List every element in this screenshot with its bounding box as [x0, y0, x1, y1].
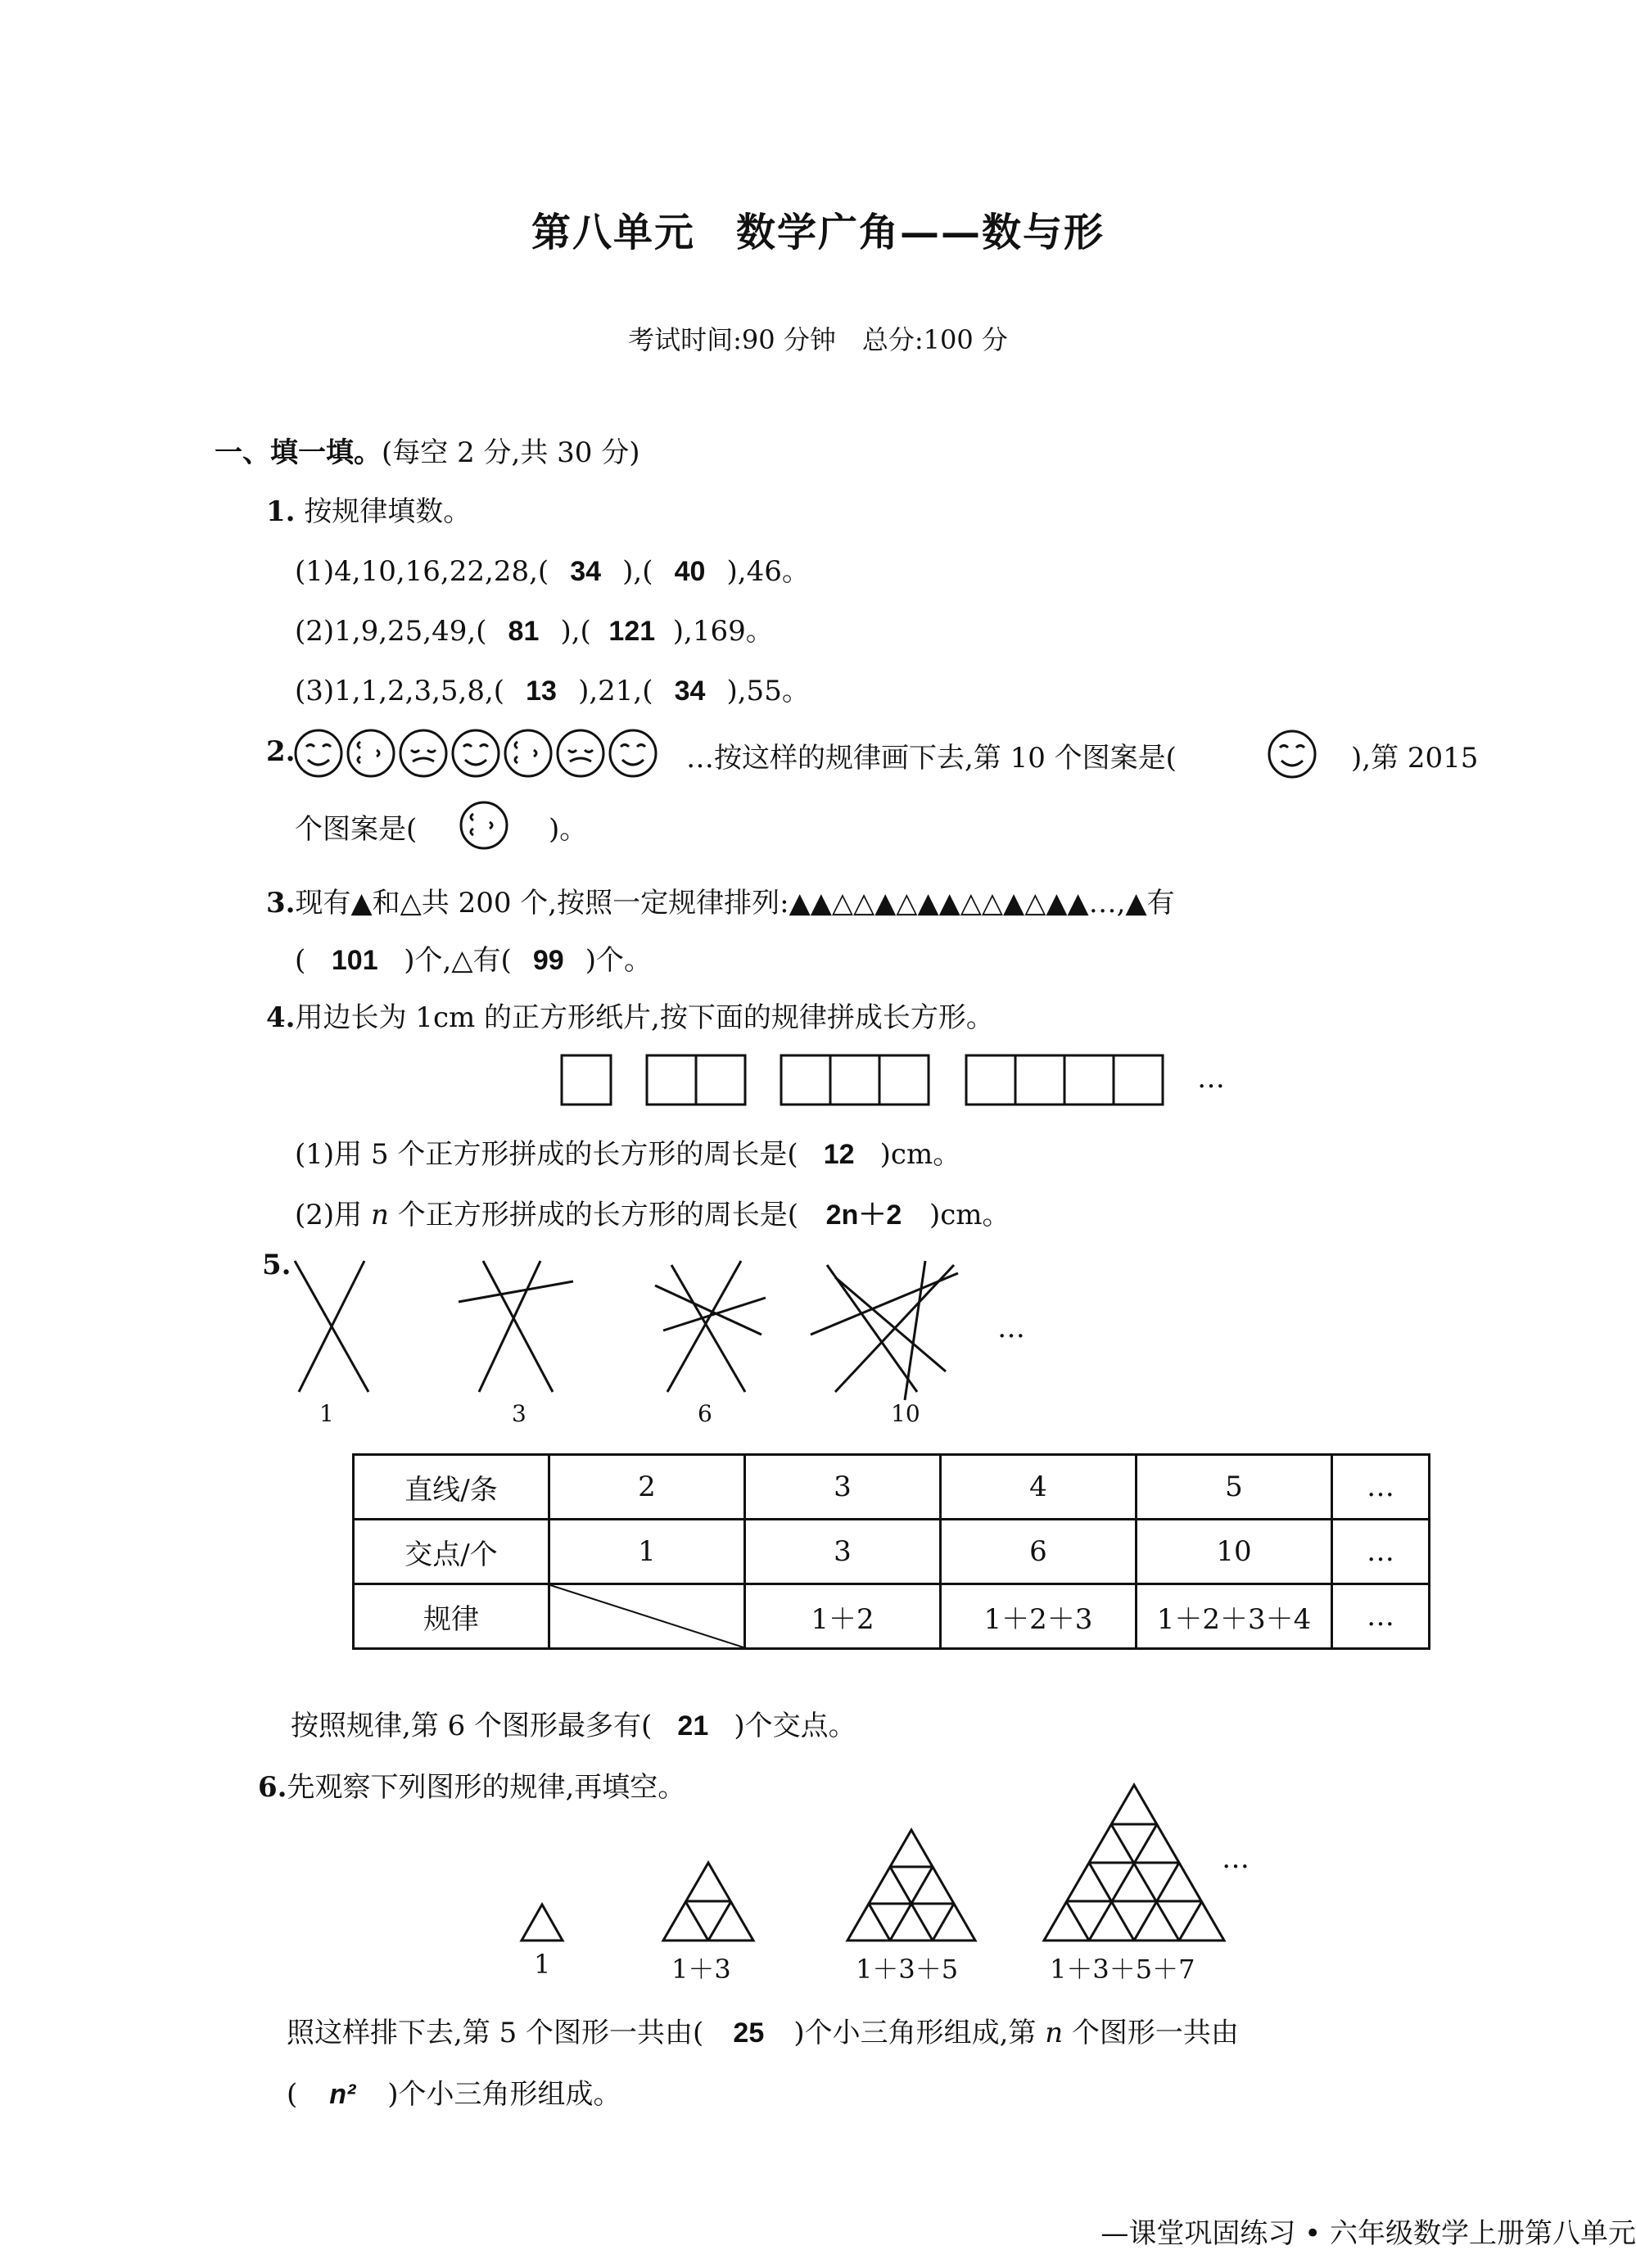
- q3-text: )个。: [585, 944, 653, 977]
- lines-fig-4: [811, 1261, 958, 1400]
- triangle-fig-3: [847, 1830, 975, 1940]
- strip-3: [781, 1055, 929, 1105]
- q1-line-text: (2)1,9,25,49,(: [295, 615, 487, 648]
- table-row: [354, 1455, 1430, 1520]
- table-cell: 3: [745, 1455, 941, 1520]
- side-face-icon: [505, 730, 551, 776]
- side-face-answer-icon: [457, 798, 511, 852]
- page-title: 第八单元 数学广角——数与形: [531, 210, 1105, 255]
- q1-line-text: ),55。: [726, 675, 810, 707]
- q6-line-1: [287, 2010, 1239, 2050]
- ellipsis: …: [1197, 1062, 1225, 1095]
- table-cell: 交点/个: [354, 1520, 549, 1584]
- q1-line-1: [295, 549, 810, 589]
- table-cell: 规律: [354, 1584, 549, 1649]
- q2-text-1: …按这样的规律画下去,第 10 个图案是(: [686, 742, 1177, 775]
- q4-sub-2: [295, 1192, 1010, 1232]
- strip-2: [647, 1055, 745, 1105]
- question-number: 2.: [266, 735, 296, 768]
- table-cell: 2: [549, 1455, 745, 1520]
- frown-face-icon: [400, 730, 446, 776]
- answer: 2n＋2: [825, 1200, 902, 1231]
- q4-sub-1: [295, 1132, 960, 1172]
- q4-text: 个正方形拼成的长方形的周长是(: [397, 1199, 798, 1231]
- face-sequence-icon: [293, 727, 686, 781]
- q1-line-text: ),21,(: [578, 675, 653, 707]
- table-cell: 直线/条: [354, 1455, 549, 1520]
- q1-line-text: (1)4,10,16,22,28,(: [295, 555, 549, 588]
- answer: 121: [608, 616, 656, 647]
- q3-text: (: [295, 944, 306, 977]
- question-1: [266, 489, 471, 529]
- table-row: [354, 1520, 1430, 1584]
- q6-text: (: [287, 2078, 298, 2111]
- table-cell: 5: [1137, 1455, 1332, 1520]
- triangle-fig-2: [663, 1863, 753, 1940]
- fig-label: 10: [891, 1400, 920, 1427]
- fig-label: 6: [698, 1400, 712, 1427]
- variable-n: n: [1045, 2017, 1064, 2049]
- triangle-fig-4: [1044, 1785, 1224, 1940]
- answer: n²: [329, 2079, 356, 2110]
- question-number: 3.: [266, 887, 296, 919]
- variable-n: n: [370, 1199, 389, 1231]
- q5-text: 按照规律,第 6 个图形最多有(: [291, 1710, 653, 1742]
- question-prompt: 按规律填数。: [304, 495, 472, 528]
- crossing-lines-figure: [278, 1253, 1015, 1400]
- q1-line-text: ),169。: [672, 615, 774, 648]
- answer: 25: [733, 2017, 765, 2049]
- q1-line-3: [295, 668, 810, 708]
- frown-face-icon: [558, 730, 603, 776]
- q2-text-4: )。: [549, 813, 588, 846]
- lines-fig-3: [655, 1261, 766, 1392]
- triangle-figure: [516, 1789, 1253, 1953]
- q4-text: )cm。: [929, 1199, 1010, 1231]
- answer: 40: [674, 556, 706, 587]
- table-cell: …: [1332, 1584, 1430, 1649]
- fig-label: 1: [534, 1949, 551, 1980]
- strip-1: [562, 1055, 611, 1105]
- smile-face-icon: [453, 730, 499, 776]
- answer: 13: [526, 675, 557, 707]
- answer: 81: [508, 616, 540, 647]
- section-note: (每空 2 分,共 30 分): [382, 436, 640, 469]
- q2-text-3: 个图案是(: [295, 813, 418, 846]
- answer: 34: [570, 556, 602, 587]
- smile-face-answer-icon: [1265, 727, 1319, 781]
- table-cell: 10: [1137, 1520, 1332, 1584]
- table-cell: 1＋2: [745, 1584, 941, 1649]
- table-cell: 1＋2＋3＋4: [1137, 1584, 1332, 1649]
- answer: 12: [823, 1139, 855, 1170]
- triangle-fig-1: [522, 1904, 563, 1940]
- square-strips-figure: [557, 1052, 1212, 1109]
- ellipsis: …: [1222, 1842, 1250, 1875]
- side-face-icon: [348, 730, 394, 776]
- q1-line-2: [295, 608, 774, 648]
- section-heading: [215, 430, 639, 470]
- ellipsis: …: [997, 1312, 1025, 1344]
- lines-table: [352, 1453, 1430, 1650]
- question-number: 4.: [266, 1001, 296, 1034]
- fig-label: 1＋3＋5＋7: [1050, 1954, 1195, 1985]
- q6-text: 照这样排下去,第 5 个图形一共由(: [287, 2017, 704, 2049]
- question-3: [266, 880, 1175, 920]
- answer: 99: [532, 945, 564, 976]
- strip-4: [966, 1055, 1163, 1105]
- fig-label: 1＋3: [671, 1954, 731, 1985]
- answer: 21: [677, 1710, 709, 1742]
- table-row: [354, 1584, 1430, 1649]
- q3-answer-line: [295, 937, 652, 978]
- table-cell: 3: [745, 1520, 941, 1584]
- lines-fig-1: [295, 1261, 368, 1392]
- question-number: 1.: [266, 495, 296, 528]
- q1-line-text: (3)1,1,2,3,5,8,(: [295, 675, 505, 707]
- page-footer: —课堂巩固练习 • 六年级数学上册第八单元: [1100, 2217, 1636, 2250]
- exam-info: 考试时间:90 分钟 总分:100 分: [628, 324, 1008, 355]
- q6-text: 个图形一共由: [1071, 2017, 1239, 2049]
- diagonal-cell: [549, 1584, 745, 1649]
- q5-text: )个交点。: [734, 1710, 856, 1742]
- fig-label: 1＋3＋5: [856, 1954, 959, 1985]
- table-cell: …: [1332, 1520, 1430, 1584]
- q2-text-2: ),第 2015: [1351, 742, 1479, 775]
- section-label: 一、填一填。: [215, 436, 382, 469]
- q5-answer: [291, 1703, 856, 1743]
- answer: 101: [331, 945, 378, 976]
- question-prompt: 先观察下列图形的规律,再填空。: [287, 1771, 686, 1804]
- table-cell: 1＋2＋3: [941, 1584, 1137, 1649]
- table-cell: 4: [941, 1455, 1137, 1520]
- q6-text: )个小三角形组成。: [387, 2078, 621, 2111]
- lines-fig-2: [459, 1261, 573, 1392]
- q1-line-text: ),46。: [726, 555, 810, 588]
- question-number: 5.: [262, 1249, 291, 1281]
- q4-text: )cm。: [879, 1138, 961, 1171]
- q6-line-2: [287, 2071, 621, 2112]
- answer: 34: [674, 675, 706, 707]
- question-prompt: 用边长为 1cm 的正方形纸片,按下面的规律拼成长方形。: [295, 1001, 994, 1034]
- fig-label: 3: [512, 1400, 527, 1427]
- question-number: 6.: [258, 1771, 287, 1804]
- q6-text: )个小三角形组成,第: [793, 2017, 1037, 2049]
- q3-text: )个,△有(: [404, 944, 512, 977]
- question-4: [266, 995, 994, 1035]
- table-cell: …: [1332, 1455, 1430, 1520]
- table-cell: 1: [549, 1520, 745, 1584]
- table-cell: 6: [941, 1520, 1137, 1584]
- q4-text: (2)用: [295, 1199, 363, 1231]
- smile-face-icon: [296, 730, 341, 776]
- q1-line-text: ),(: [622, 555, 653, 588]
- smile-face-icon: [610, 730, 656, 776]
- q1-line-text: ),(: [560, 615, 591, 648]
- q4-text: (1)用 5 个正方形拼成的长方形的周长是(: [295, 1138, 798, 1171]
- fig-label: 1: [319, 1400, 334, 1427]
- diagonal-line: [550, 1585, 743, 1647]
- q3-text: 现有▲和△共 200 个,按照一定规律排列:▲▲△△▲△▲▲△△▲△▲▲…,▲有: [295, 887, 1175, 919]
